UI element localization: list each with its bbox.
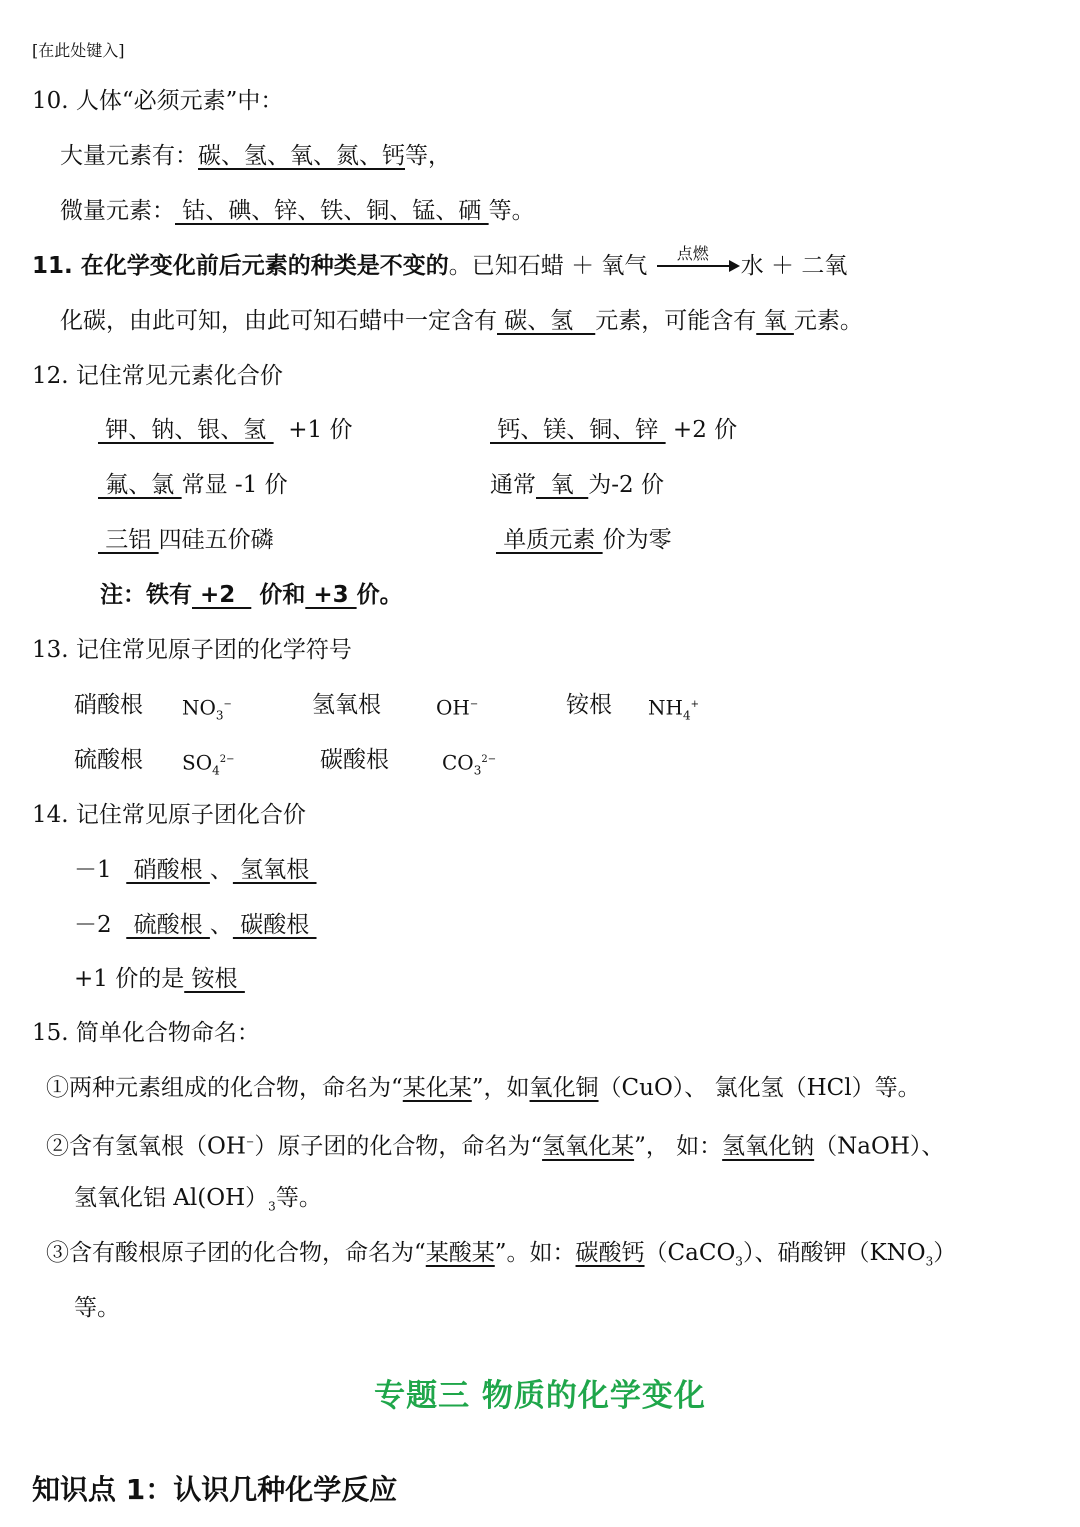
sulfate-formula (182, 745, 235, 786)
line2-a: 化碳，由此可知，由此可知石蜡中一定含有 (60, 308, 497, 334)
rule2-d: （NaOH）、 (814, 1133, 945, 1160)
rule3-d: ）、硝酸钾（KNO (742, 1240, 926, 1266)
valence-row2-left (98, 470, 288, 500)
minus2-carbonate: 碳酸根 (232, 912, 317, 938)
hydroxide-name: 氢氧根 (312, 692, 381, 718)
rule3-example: 碳酸钙 (575, 1240, 645, 1266)
sulfate-name: 硫酸根 (74, 747, 143, 773)
rule2-b: ）原子团的化合物，命名为“ (254, 1133, 543, 1160)
iron-plus2: +2 (192, 582, 252, 608)
section-10-trace (60, 196, 535, 226)
carbonate-sup: 2− (481, 754, 497, 765)
valence-plus2: +2 价 (665, 417, 738, 443)
iron-note (100, 580, 403, 610)
rule2-example: 氢氧化钠 (722, 1133, 815, 1160)
nitrate-sup: − (223, 699, 232, 710)
arrow-head-icon (729, 260, 740, 272)
valence-row2-right (490, 470, 664, 500)
reaction-arrow (655, 244, 741, 281)
ammonium-f: NH (648, 695, 683, 720)
trace-label: 微量元素： (60, 198, 175, 224)
valence-minus2: 为-2 价 (588, 472, 664, 498)
section-11-line2 (60, 306, 863, 336)
rule2-sup: − (245, 1137, 255, 1148)
nitrate-name: 硝酸根 (74, 692, 143, 718)
maybe-contain: 氧 (756, 308, 794, 334)
ammonium-name: 铵根 (566, 692, 612, 718)
section-11-line1 (32, 244, 848, 281)
minus1-row (74, 855, 317, 885)
line2-c: 元素。 (793, 308, 863, 334)
minus2-label: －2 (74, 912, 112, 938)
naming-rule-2-cont (74, 1183, 322, 1222)
ammonium-sub: 4 (682, 708, 691, 723)
sep2: 、 (209, 912, 233, 938)
valence-row3-right (496, 525, 672, 555)
knowledge-point-title: 知识点 1：认识几种化学反应 (32, 1473, 398, 1506)
plus1-row (74, 964, 245, 994)
section-12-title: 12. 记住常见元素化合价 (32, 363, 283, 389)
section-13-title: 13. 记住常见原子团的化学符号 (32, 637, 352, 663)
rule3-a: ③含有酸根原子团的化合物，命名为“ (46, 1240, 426, 1266)
rule1-pattern: 某化某 (402, 1075, 472, 1101)
naming-rule-2 (46, 1128, 944, 1162)
minus1-nitrate: 硝酸根 (126, 857, 210, 883)
note-a: 注：铁有 (100, 582, 192, 608)
header-placeholder: [在此处键入] (32, 41, 125, 60)
must-contain: 碳、氢 (497, 308, 596, 334)
naming-rule-3 (46, 1238, 956, 1277)
rule3-sub1: 3 (735, 1254, 743, 1269)
sulfate-sup: 2− (219, 754, 235, 765)
minus1-hydroxide: 氢氧根 (232, 857, 317, 883)
line2-b: 元素，可能含有 (595, 308, 757, 334)
sep1: 、 (209, 857, 233, 883)
major-tail: 等， (405, 143, 451, 169)
arrow-label: 点燃 (676, 244, 709, 263)
minus2-sulfate: 硫酸根 (126, 912, 210, 938)
rule3-e: ） (933, 1240, 957, 1266)
elemental: 单质元素 (496, 527, 603, 553)
section-10-major (60, 141, 451, 171)
rule2-f: 等。 (275, 1185, 322, 1211)
note-b: 价和 (259, 582, 306, 608)
rule2-pattern: 氢氧化某 (542, 1133, 635, 1160)
rule3-c: （CaCO (644, 1240, 736, 1266)
note-c: 价。 (356, 582, 403, 608)
rule1-c: （CuO）、 氯化氢（HCl）等。 (598, 1075, 921, 1101)
nitrate-formula (182, 690, 232, 731)
ammonium-sup: + (690, 699, 699, 710)
valence-minus1: 常显 -1 价 (181, 472, 288, 498)
plus1-ammonium: 铵根 (184, 966, 245, 992)
valence-plus2-elements: 钙、镁、铜、锌 (490, 417, 666, 443)
rule1-example: 氧化铜 (529, 1075, 599, 1101)
rule3-b: ”。如： (494, 1240, 576, 1266)
carbonate-sub: 3 (473, 763, 482, 778)
nitrate-f: NO (182, 695, 216, 720)
major-value: 碳、氢、氧、氮、钙 (198, 143, 405, 169)
rule2-sub: 3 (268, 1199, 276, 1214)
carbonate-f: CO (442, 750, 474, 775)
rule1-b: ”，如 (471, 1075, 530, 1101)
ammonium-formula (648, 690, 699, 731)
naming-rule-1 (46, 1073, 921, 1103)
rule3-sub2: 3 (925, 1254, 934, 1269)
arrow-line (657, 265, 731, 267)
rule3-pattern: 某酸某 (425, 1240, 495, 1266)
trace-tail: 等。 (488, 198, 535, 224)
zero-valence: 价为零 (602, 527, 672, 553)
naming-rule-3-cont: 等。 (74, 1295, 120, 1321)
sulfate-f: SO (182, 750, 213, 775)
hydroxide-f: OH (436, 695, 470, 720)
plus1-label: +1 价的是 (74, 966, 185, 992)
hydroxide-formula (436, 690, 478, 723)
section-11-text2: 水 ＋ 二氧 (740, 253, 848, 279)
carbonate-name: 碳酸根 (320, 747, 389, 773)
section-11-bold: 11. 在化学变化前后元素的种类是不变的 (32, 253, 449, 279)
sulfate-sub: 4 (212, 763, 220, 778)
rule1-a: ①两种元素组成的化合物，命名为“ (46, 1075, 403, 1101)
section-10-title: 10. 人体“必须元素”中： (32, 88, 284, 114)
carbonate-formula (442, 745, 496, 786)
valence-minus2-element: 氧 (536, 472, 589, 498)
rule2-c: ”， 如： (634, 1133, 723, 1160)
rule2-e: 氢氧化铝 Al(OH） (74, 1185, 269, 1211)
valence-plus1-elements: 钾、钠、银、氢 (98, 417, 274, 443)
valence-minus1-elements: 氟、氯 (98, 472, 182, 498)
hydroxide-sup: − (469, 699, 479, 710)
section-15-title: 15. 简单化合物命名： (32, 1020, 260, 1046)
section-14-title: 14. 记住常见原子团化合价 (32, 802, 306, 828)
trace-value: 钴、碘、锌、铁、铜、锰、硒 (175, 198, 489, 224)
section-11-text1: 。已知石蜡 ＋ 氧气 (448, 253, 648, 279)
minus2-row (74, 910, 317, 940)
major-label: 大量元素有： (60, 143, 198, 169)
valence-row1-left (98, 415, 352, 445)
valence-row3-left (98, 525, 274, 555)
usually: 通常 (490, 472, 536, 498)
aluminum-3: 三铝 (98, 527, 159, 553)
nitrate-sub: 3 (215, 708, 224, 723)
minus1-label: －1 (74, 857, 112, 883)
topic-title: 专题三 物质的化学变化 (374, 1378, 706, 1414)
valence-plus1: +1 价 (273, 417, 353, 443)
valence-row1-right (490, 415, 737, 445)
iron-plus3: +3 (305, 582, 357, 608)
rule2-a: ②含有氢氧根（OH (46, 1133, 246, 1160)
si-p-rule: 四硅五价磷 (158, 527, 274, 553)
